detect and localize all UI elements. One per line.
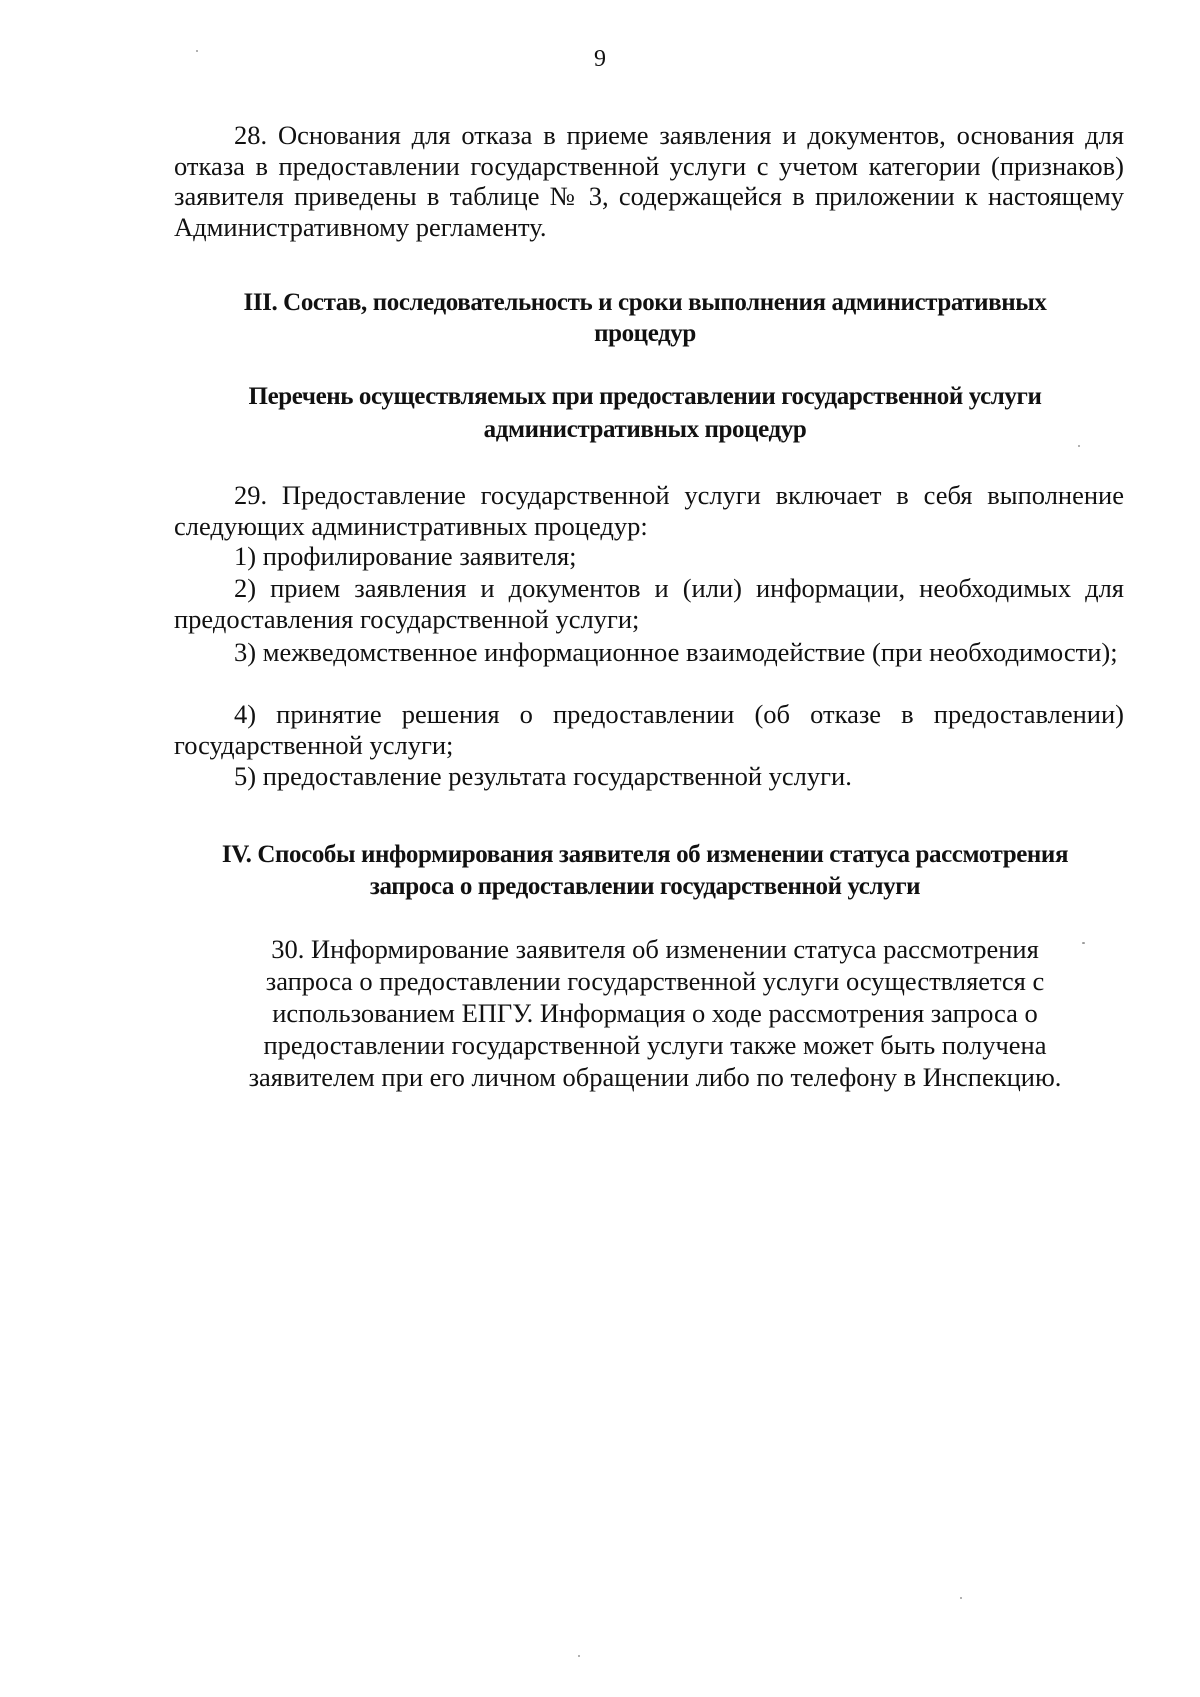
- procedure-item-4: 4) принятие решения о предоставлении (об отказе в предоставлении) государственной услуги;: [174, 699, 1124, 760]
- paragraph-30-line-1: 30. Информирование заявителя об изменении статуса рассмотрения: [271, 934, 1039, 964]
- section-3-subtitle-line-2: административных процедур: [483, 416, 807, 443]
- paragraph-28: 28. Основания для отказа в приеме заявления и документов, основания для отказа в предоставлении государственной услуги с учетом категории (признаков) заявителя приведены в таблице № 3, содержащейся в приложении к настоящему Административному регламенту.: [174, 120, 1124, 242]
- paragraph-30-line-3: использованием ЕПГУ. Информация о ходе рассмотрения запроса о: [272, 998, 1038, 1028]
- paragraph-30-line-5: заявителем при его личном обращении либо по телефону в Инспекцию.: [248, 1062, 1062, 1092]
- section-3-title-line-1: III. Состав, последовательность и сроки выполнения административных: [243, 289, 1047, 316]
- procedure-item-1: 1) профилирование заявителя;: [234, 541, 577, 571]
- paragraph-29-intro: 29. Предоставление государственной услуги включает в себя выполнение следующих административных процедур:: [174, 480, 1124, 541]
- scan-speck: [1082, 942, 1085, 944]
- section-3-subtitle-line-1: Перечень осуществляемых при предоставлении государственной услуги: [248, 383, 1042, 410]
- section-4-title-line-2: запроса о предоставлении государственной услуги: [369, 873, 921, 900]
- page-number: 9: [594, 46, 606, 72]
- scan-speck: [960, 1597, 962, 1599]
- procedure-item-5: 5) предоставление результата государственной услуги.: [234, 761, 852, 791]
- section-4-title-line-1: IV. Способы информирования заявителя об изменении статуса рассмотрения: [221, 841, 1069, 868]
- scan-speck: [196, 50, 198, 52]
- section-3-title-line-2: процедур: [594, 320, 696, 347]
- paragraph-30-line-4: предоставлении государственной услуги также может быть получена: [263, 1030, 1047, 1060]
- scan-speck: [578, 1655, 580, 1657]
- paragraph-30-line-2: запроса о предоставлении государственной услуги осуществляется с: [265, 966, 1045, 996]
- procedure-item-3: 3) межведомственное информационное взаимодействие (при необходимости);: [234, 637, 1118, 667]
- procedure-item-2: 2) прием заявления и документов и (или) информации, необходимых для предоставления государственной услуги;: [174, 573, 1124, 634]
- scan-speck: [1078, 445, 1080, 447]
